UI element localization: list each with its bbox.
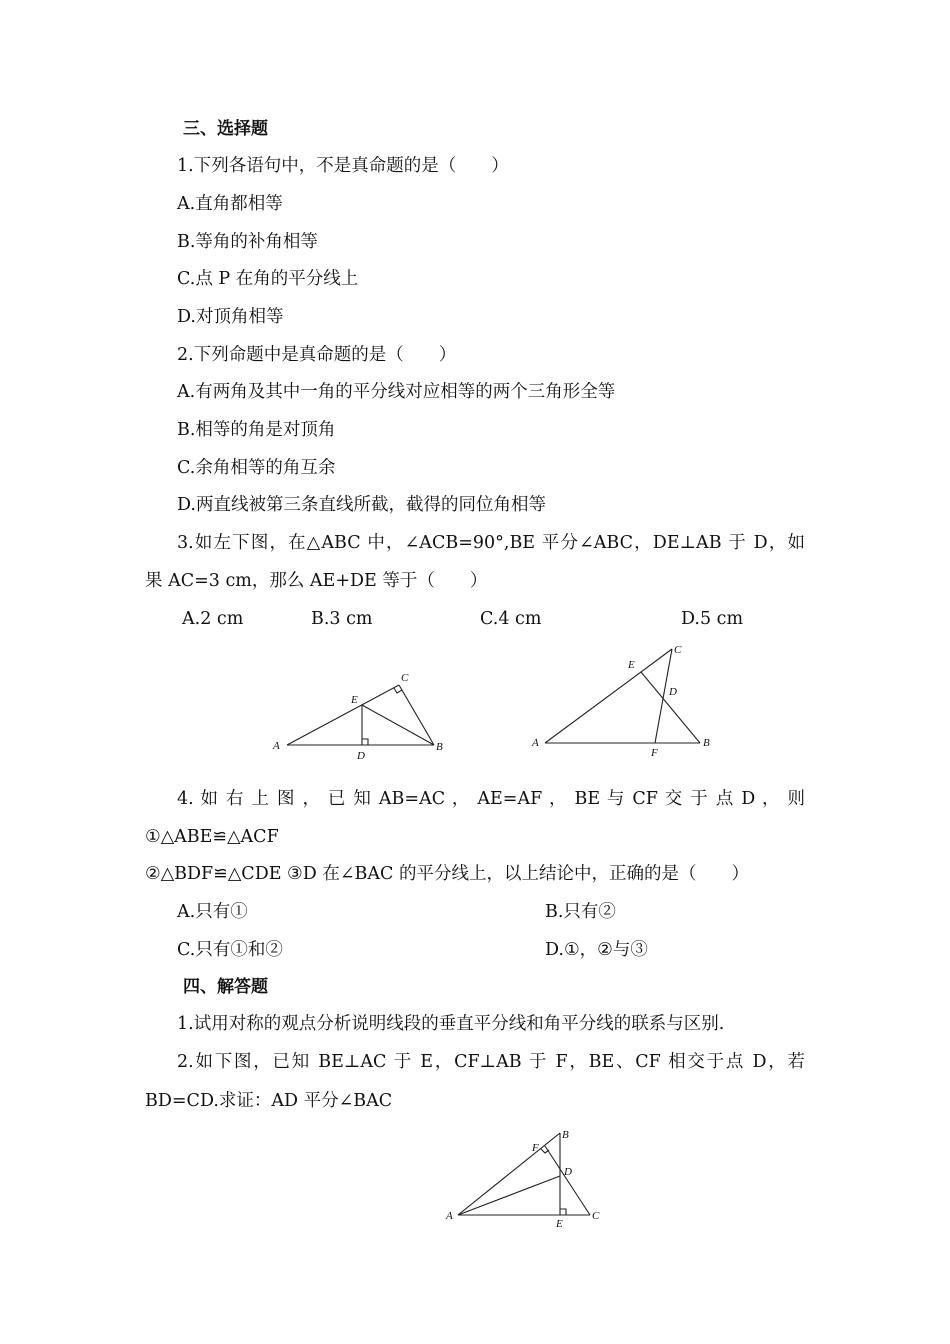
q2-stem: 2.下列命题中是真命题的是（ ）	[177, 345, 457, 365]
label-f: F	[651, 747, 658, 759]
right-angle-e	[560, 1209, 566, 1215]
q2-option-b: B.相等的角是对顶角	[177, 420, 336, 440]
q4-option-b: B.只有②	[545, 902, 616, 922]
q4-stem-line3: ②△BDF≌△CDE ③D 在∠BAC 的平分线上，以上结论中，正确的是（ ）	[145, 864, 749, 884]
label-d: D	[357, 750, 365, 762]
label-f: F	[532, 1142, 539, 1154]
q4-stem-line2: ①△ABE≌△ACF	[145, 827, 279, 847]
q4-option-a: A.只有①	[177, 902, 248, 922]
label-e: E	[556, 1218, 563, 1230]
q2-option-a: A.有两角及其中一角的平分线对应相等的两个三角形全等	[177, 382, 616, 402]
q1-stem: 1.下列各语句中，不是真命题的是（ ）	[177, 156, 509, 176]
label-a: A	[532, 737, 539, 749]
q3-option-d: D.5 cm	[681, 609, 744, 629]
label-d: D	[564, 1166, 572, 1178]
label-c: C	[401, 672, 409, 684]
segment-ab	[458, 1133, 560, 1215]
q3-option-a: A.2 cm	[182, 609, 244, 629]
section4-heading: 四、解答题	[183, 977, 268, 997]
label-c: C	[674, 644, 682, 656]
q4-option-d: D.①，②与③	[545, 940, 648, 960]
segment-fc	[545, 1146, 590, 1215]
label-a: A	[273, 740, 280, 752]
section3-heading: 三、选择题	[183, 119, 268, 139]
label-c: C	[592, 1210, 600, 1222]
label-e: E	[628, 659, 635, 671]
label-e: E	[351, 694, 358, 706]
q1-option-c: C.点 P 在角的平分线上	[177, 269, 359, 289]
answer-q2-line1: 2.如下图，已知 BE⊥AC 于 E，CF⊥AB 于 F，BE、CF 相交于点 D，若	[177, 1052, 805, 1072]
q3-stem-line1: 3.如左下图，在△ABC 中，∠ACB=90°,BE 平分∠ABC，DE⊥AB 于 D，如	[177, 533, 805, 553]
label-b: B	[703, 737, 710, 749]
label-a: A	[446, 1210, 453, 1222]
answer-q2-line2: BD=CD.求证：AD 平分∠BAC	[145, 1091, 393, 1111]
label-b: B	[436, 741, 443, 753]
q2-option-c: C.余角相等的角互余	[177, 458, 336, 478]
q3-option-b: B.3 cm	[311, 609, 373, 629]
q1-option-a: A.直角都相等	[177, 194, 283, 214]
label-b: B	[562, 1129, 569, 1141]
q4-option-c: C.只有①和②	[177, 940, 283, 960]
answer-q1-text: 1.试用对称的观点分析说明线段的垂直平分线和角平分线的联系与区别.	[177, 1014, 725, 1034]
q3-stem-line2: 果 AC=3 cm，那么 AE+DE 等于（ ）	[145, 571, 488, 591]
q1-option-b: B.等角的补角相等	[177, 232, 318, 252]
q3-option-c: C.4 cm	[480, 609, 542, 629]
q4-stem-line1: 4. 如 右 上 图 ， 已 知 AB=AC ， AE=AF ， BE 与 CF 交 于 点 D ， 则	[177, 789, 805, 809]
segment-ad	[458, 1176, 560, 1215]
q2-option-d: D.两直线被第三条直线所截，截得的同位角相等	[177, 495, 546, 515]
label-d: D	[669, 686, 677, 698]
q1-option-d: D.对顶角相等	[177, 307, 284, 327]
